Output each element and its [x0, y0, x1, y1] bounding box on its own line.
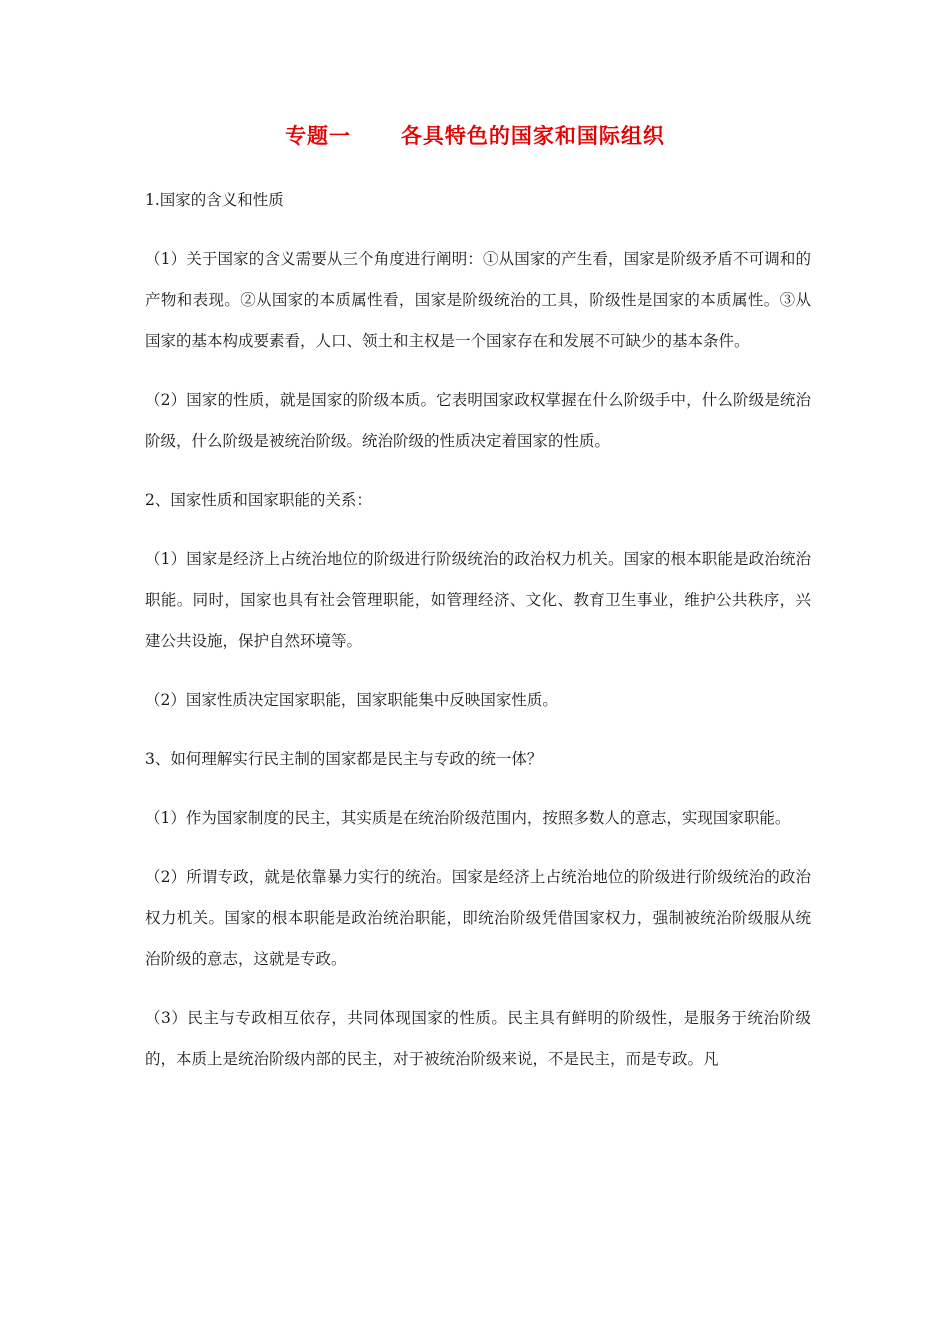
- document-body: [145, 180, 811, 1098]
- section-heading-2: 2、国家性质和国家职能的关系：: [145, 491, 372, 509]
- section-heading-1: 1.国家的含义和性质: [145, 191, 284, 209]
- page-title: 专题一 各具特色的国家和国际组织: [285, 123, 665, 148]
- paragraph-1-2: （2）国家的性质，就是国家的阶级本质。它表明国家政权掌握在什么阶级手中，什么阶级是统治阶级，什么阶级是被统治阶级。统治阶级的性质决定着国家的性质。: [145, 391, 811, 450]
- section-heading-3: 3、如何理解实行民主制的国家都是民主与专政的统一体？: [145, 750, 543, 768]
- paragraph-3-3: （3）民主与专政相互依存，共同体现国家的性质。民主具有鲜明的阶级性，是服务于统治阶级的，本质上是统治阶级内部的民主，对于被统治阶级来说，不是民主，而是专政。凡: [145, 1009, 811, 1068]
- paragraph-1-1: （1）关于国家的含义需要从三个角度进行阐明：①从国家的产生看，国家是阶级矛盾不可调和的产物和表现。②从国家的本质属性看，国家是阶级统治的工具，阶级性是国家的本质属性。③从国家的基本构成要素看，人口、领土和主权是一个国家存在和发展不可缺少的基本条件。: [145, 250, 811, 350]
- paragraph-3-1: （1）作为国家制度的民主，其实质是在统治阶级范围内，按照多数人的意志，实现国家职能。: [145, 809, 791, 827]
- paragraph-3-2: （2）所谓专政，就是依靠暴力实行的统治。国家是经济上占统治地位的阶级进行阶级统治的政治权力机关。国家的根本职能是政治统治职能，即统治阶级凭借国家权力，强制被统治阶级服从统治阶级的意志，这就是专政。: [145, 868, 811, 968]
- paragraph-2-2: （2）国家性质决定国家职能，国家职能集中反映国家性质。: [145, 691, 558, 709]
- paragraph-2-1: （1）国家是经济上占统治地位的阶级进行阶级统治的政治权力机关。国家的根本职能是政治统治职能。同时，国家也具有社会管理职能，如管理经济、文化、教育卫生事业，维护公共秩序，兴建公共设施，保护自然环境等。: [145, 550, 811, 650]
